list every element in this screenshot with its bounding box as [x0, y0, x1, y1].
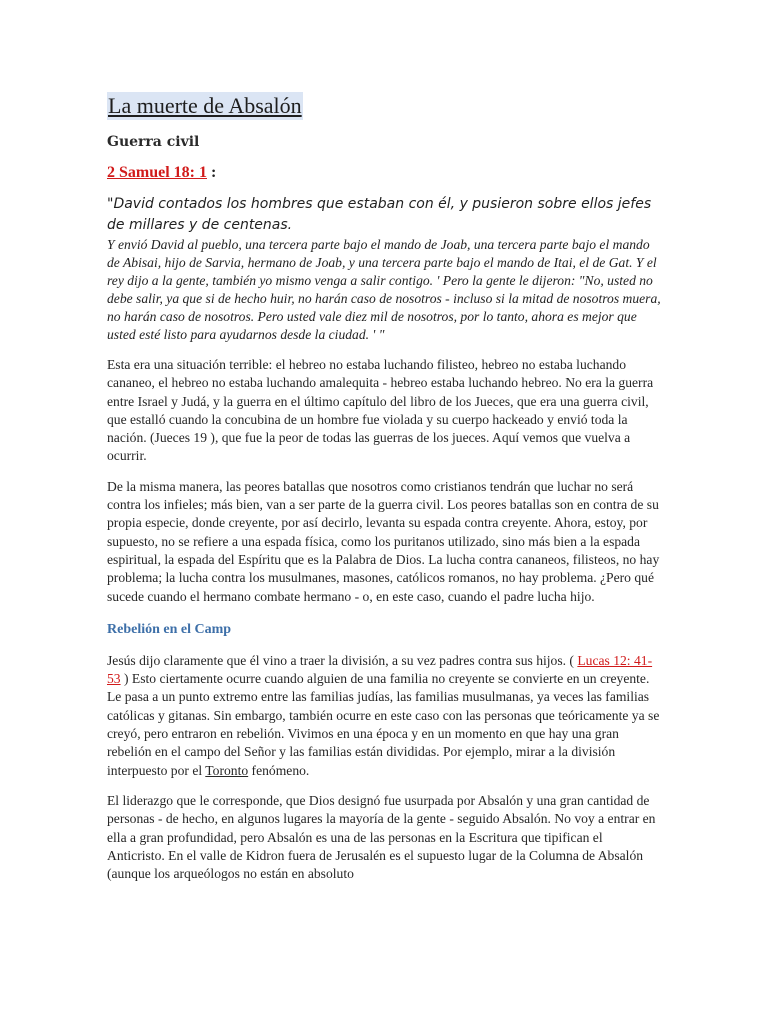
paragraph-3-text-a: Jesús dijo claramente que él vino a traer la división, a su vez padres contra sus hijos. ( [107, 652, 578, 668]
paragraph-3-text-b: ) Esto ciertamente ocurre cuando alguien de una familia no creyente se convierte en un creyente. Le pasa a un punto extremo entre las familias judías, las familias musulmanas, ya veces las familias católicas y gitanas. Sin embargo, también ocurre en este caso con las personas que teóricamente ya se creyó, pero entraron en rebelión. Vivimos en una época y en un momento en que hay una gran rebelión en el campo del Señor y las familias están divididas. Por ejemplo, mirar a la división interpuesto por el [107, 671, 660, 778]
scripture-reference-link[interactable]: 2 Samuel 18: 1 [107, 164, 207, 181]
paragraph-1: Esta era una situación terrible: el hebreo no estaba luchando filisteo, hebreo no estaba luchando cananeo, el hebreo no estaba luchando amalequita - hebreo estaba luchando hebreo. No era la guerra entre Israel y Judá, y la guerra en el último capítulo del libro de los Jueces, que era una guerra civil, que estalló cuando la concubina de un hombre fue violada y su cuerpo hackeado y envió toda la nación. (Jueces 19 ), que fue la peor de todas las guerras de los jueces. Aquí vemos que vuelva a ocurrir. [107, 357, 654, 464]
paragraph-2: De la misma manera, las peores batallas que nosotros como cristianos tendrán que luchar no será contra los infieles; más bien, van a ser parte de la guerra civil. Los peores batallas son en contra de su propia especie, donde creyente, por así decirlo, levanta su espada contra creyente. Ahora, estoy, por supuesto, no se refiere a una espada física, como los puritanos utilizado, sino más bien a la espada espiritual, la espada del Espíritu que es la Palabra de Dios. La lucha contra cananeos, filisteos, no hay problema; la lucha contra los musulmanes, masones, católicos romanos, no hay problema. ¿Pero qué sucede cuando el hermano combate hermano - o, en este caso, cuando el padre lucha hijo. [107, 478, 660, 604]
scripture-reference [107, 162, 663, 184]
section-heading: Rebelión en el Camp [107, 621, 232, 637]
paragraph-3-text-c: fenómeno. [248, 762, 310, 778]
toronto-link[interactable]: Toronto [205, 762, 249, 778]
scripture-reference-suffix: : [207, 164, 217, 181]
quote-body: Y envió David al pueblo, una tercera parte bajo el mando de Joab, una tercera parte bajo el mando de Abisai, hijo de Sarvia, hermano de Joab, y una tercera parte bajo el mando de Itai, el de Gat. Y el rey dijo a la gente, también yo mismo venga a salir contigo. ' Pero la gente le dijeron: "No, usted no debe salir, ya que si de hecho huir, no harán caso de nosotros - incluso si la mitad de nosotros muera, no harán caso de nosotros. Pero usted vale diez mil de nosotros, por lo tanto, ahora es mejor que usted esté listo para ayudarnos desde la ciudad. ' " [107, 237, 661, 342]
document-content [107, 92, 663, 883]
paragraph-4: El liderazgo que le corresponde, que Dios designó fue usurpada por Absalón y una gran cantidad de personas - de hecho, en algunos lugares la mayoría de la gente - seguido Absalón. No voy a entrar en ella a gran profundidad, pero Absalón es una de las personas en la Escritura que tipifican el Anticristo. En el valle de Kidron fuera de Jerusalén es el supuesto lugar de la Columna de Absalón (aunque los arqueólogos no están en absoluto [107, 792, 656, 882]
paragraph-3 [107, 652, 663, 780]
page-title: La muerte de Absalón [108, 93, 302, 118]
subtitle: Guerra civil [107, 134, 200, 150]
quote-heading: "David contados los hombres que estaban con él, y pusieron sobre ellos jefes de millares y de centenas. [107, 196, 652, 233]
luke-reference-link[interactable]: Lucas 12: 41-53 [107, 652, 653, 687]
